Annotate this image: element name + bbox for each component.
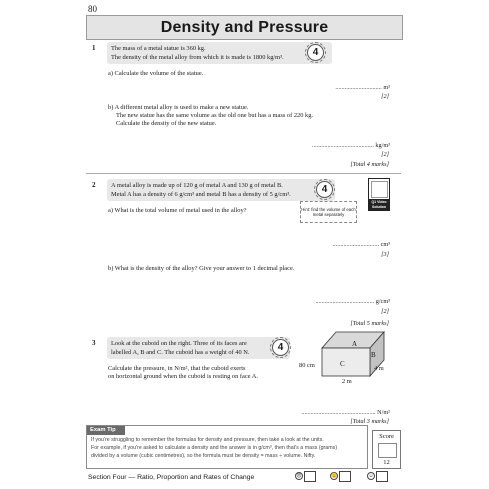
q1-a-marks: [2] bbox=[381, 93, 389, 100]
q2-part-b: b) What is the density of the alloy? Give your answer to 1 decimal place. bbox=[108, 265, 295, 272]
q3-intro-line2: labelled A, B and C. The cuboid has a weight of 40 N. bbox=[111, 349, 250, 356]
q1-b-answer-line[interactable]: ........................................ kg/m³ bbox=[312, 142, 390, 149]
video-solution-qr[interactable] bbox=[368, 178, 390, 211]
exam-tip-line3: divided by a volume (cubic centimetres), so the formula must be density = mass ÷ volume. Nifty. bbox=[91, 452, 316, 459]
q1-intro bbox=[107, 42, 332, 64]
confidence-checkbox-low[interactable] bbox=[304, 471, 316, 482]
divider bbox=[86, 173, 401, 174]
qr-code-icon bbox=[371, 181, 388, 198]
confidence-checkbox-high[interactable] bbox=[376, 471, 388, 482]
page-number: 80 bbox=[88, 4, 97, 14]
footer-section: Section Four — Ratio, Proportion and Rates of Change bbox=[88, 474, 255, 481]
q1-b-marks: [2] bbox=[381, 151, 389, 158]
q2-a-marks: [3] bbox=[381, 251, 389, 258]
q3-number: 3 bbox=[92, 339, 96, 347]
cuboid-label-c: C bbox=[340, 360, 345, 368]
q1-part-a: a) Calculate the volume of the statue. bbox=[108, 70, 204, 77]
score-input[interactable] bbox=[378, 443, 397, 458]
page-title: Density and Pressure bbox=[160, 18, 329, 36]
q1-part-b-line3: Calculate the density of the new statue. bbox=[116, 120, 217, 127]
qr-label: Q1 Video Solution bbox=[369, 199, 389, 210]
cuboid-label-b: B bbox=[371, 351, 376, 359]
q2-difficulty-icon: 4 bbox=[316, 181, 333, 198]
q3-body-line1: Calculate the pressure, in N/m², that the cuboid exerts bbox=[108, 365, 246, 372]
cuboid-height-label: 80 cm bbox=[299, 362, 315, 369]
exam-tip-box bbox=[86, 425, 368, 469]
q2-number: 2 bbox=[92, 181, 96, 189]
q1-number: 1 bbox=[92, 44, 96, 52]
q1-part-b-line2: The new statue has the same volume as the old one but has a mass of 220 kg. bbox=[116, 112, 313, 119]
confidence-checkbox-mid[interactable] bbox=[339, 471, 351, 482]
happy-face-icon: ☺ bbox=[368, 474, 374, 479]
q2-intro bbox=[107, 179, 335, 201]
q2-hint: Hint: find the volume of each metal separately bbox=[300, 201, 357, 223]
q2-intro-line1: A metal alloy is made up of 120 g of metal A and 130 g of metal B. bbox=[111, 182, 283, 189]
cuboid-length-label: 2 m bbox=[342, 378, 352, 385]
cuboid-label-a: A bbox=[352, 340, 358, 348]
q2-total: [Total 5 marks] bbox=[350, 320, 389, 327]
neutral-face-icon: 😐 bbox=[331, 474, 338, 479]
q2-intro-line2: Metal A has a density of 6 g/cm³ and metal B has a density of 5 g/cm³. bbox=[111, 191, 291, 198]
exam-tip-body bbox=[91, 437, 363, 460]
q2-part-a: a) What is the total volume of metal used in the alloy? bbox=[108, 207, 247, 214]
q3-difficulty-icon: 4 bbox=[272, 339, 289, 356]
q2-a-answer-line[interactable]: .............................. cm³ bbox=[332, 241, 390, 248]
cuboid-face-c bbox=[322, 348, 370, 376]
q1-part-b-line1: b) A different metal alloy is used to make a new statue. bbox=[108, 104, 249, 111]
exam-tip-heading: Exam Tip bbox=[87, 426, 125, 435]
q2-b-marks: [2] bbox=[381, 308, 389, 315]
score-max: 12 bbox=[383, 459, 390, 466]
exam-tip-line2: For example, if you're asked to calculate a density and the answer is in g/cm³, then that's a mass (grams) bbox=[91, 444, 338, 451]
q1-intro-line1: The mass of a metal statue is 360 kg. bbox=[111, 45, 206, 52]
q3-answer-line[interactable]: ................................................ N/m² bbox=[301, 409, 390, 416]
q1-total: [Total 4 marks] bbox=[350, 161, 389, 168]
exam-tip-line1: If you're struggling to remember the formulas for density and pressure, then take a look at the units. bbox=[91, 437, 324, 443]
sad-face-icon: ☹ bbox=[296, 474, 302, 479]
title-banner bbox=[86, 15, 403, 40]
score-label: Score bbox=[379, 433, 394, 440]
q3-total: [Total 3 marks] bbox=[350, 418, 389, 425]
score-box bbox=[372, 430, 401, 469]
q1-difficulty-icon: 4 bbox=[307, 44, 324, 61]
q2-b-answer-line[interactable]: ...................................... g/cm³ bbox=[315, 298, 390, 305]
q1-a-answer-line[interactable]: .............................. m³ bbox=[335, 84, 390, 91]
q3-body-line2: on horizontal ground when the cuboid is resting on face A. bbox=[108, 373, 258, 380]
q3-intro-line1: Look at the cuboid on the right. Three of its faces are bbox=[111, 340, 247, 347]
q3-intro bbox=[107, 337, 290, 359]
q1-intro-line2: The density of the metal alloy from which it is made is 1800 kg/m³. bbox=[111, 54, 284, 61]
cuboid-depth-label: 4 m bbox=[374, 365, 384, 372]
